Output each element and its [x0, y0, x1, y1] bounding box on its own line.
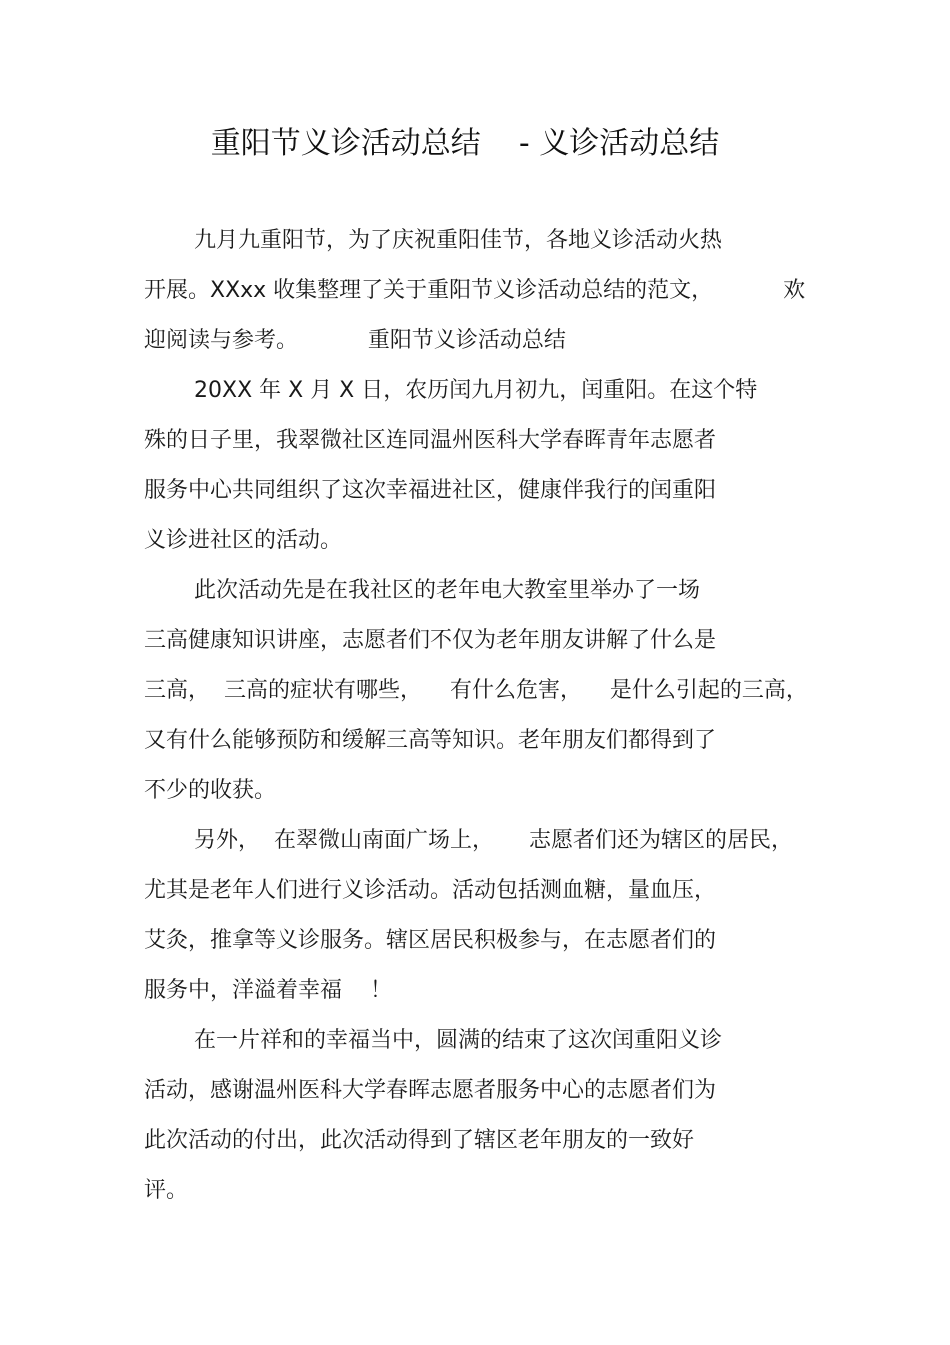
paragraph-3-line-4: 又有什么能够预防和缓解三高等知识。老年朋友们都得到了	[144, 728, 717, 753]
paragraph-3-line-5: 不少的收获。	[144, 778, 277, 803]
paragraph-1-line-2: 开展。XXxx 收集整理了关于重阳节义诊活动总结的范文， 欢	[144, 278, 806, 303]
paragraph-2-line-2: 殊的日子里，我翠微社区连同温州医科大学春晖青年志愿者	[144, 428, 717, 453]
paragraph-5-line-3: 此次活动的付出，此次活动得到了辖区老年朋友的一致好	[144, 1128, 695, 1153]
paragraph-2-line-4: 义诊进社区的活动。	[144, 528, 343, 553]
paragraph-5-line-2: 活动，感谢温州医科大学春晖志愿者服务中心的志愿者们为	[144, 1078, 717, 1103]
paragraph-4-line-2: 尤其是老年人们进行义诊活动。活动包括测血糖，量血压，	[144, 878, 717, 903]
paragraph-1-line-3: 迎阅读与参考。 重阳节义诊活动总结	[144, 328, 566, 353]
document-title: 重阳节义诊活动总结 - 义诊活动总结	[210, 126, 720, 161]
paragraph-5-line-4: 评。	[144, 1178, 189, 1203]
paragraph-1-line-1: 九月九重阳节，为了庆祝重阳佳节，各地义诊活动火热	[194, 228, 723, 253]
paragraph-2-line-1: 20XX 年 X 月 X 日，农历闰九月初九，闰重阳。在这个特	[194, 378, 758, 403]
paragraph-3-line-3: 三高， 三高的症状有哪些， 有什么危害， 是什么引起的三高，	[144, 678, 808, 703]
paragraph-2-line-3: 服务中心共同组织了这次幸福进社区，健康伴我行的闰重阳	[144, 478, 717, 503]
paragraph-5-line-1: 在一片祥和的幸福当中，圆满的结束了这次闰重阳义诊	[194, 1028, 723, 1053]
paragraph-4-line-3: 艾灸，推拿等义诊服务。辖区居民积极参与，在志愿者们的	[144, 928, 717, 953]
paragraph-4-line-4: 服务中，洋溢着幸福 ！	[144, 978, 392, 1003]
paragraph-4-line-1: 另外， 在翠微山南面广场上， 志愿者们还为辖区的居民，	[194, 828, 793, 853]
paragraph-3-line-2: 三高健康知识讲座，志愿者们不仅为老年朋友讲解了什么是	[144, 628, 717, 653]
paragraph-3-line-1: 此次活动先是在我社区的老年电大教室里举办了一场	[194, 578, 701, 603]
